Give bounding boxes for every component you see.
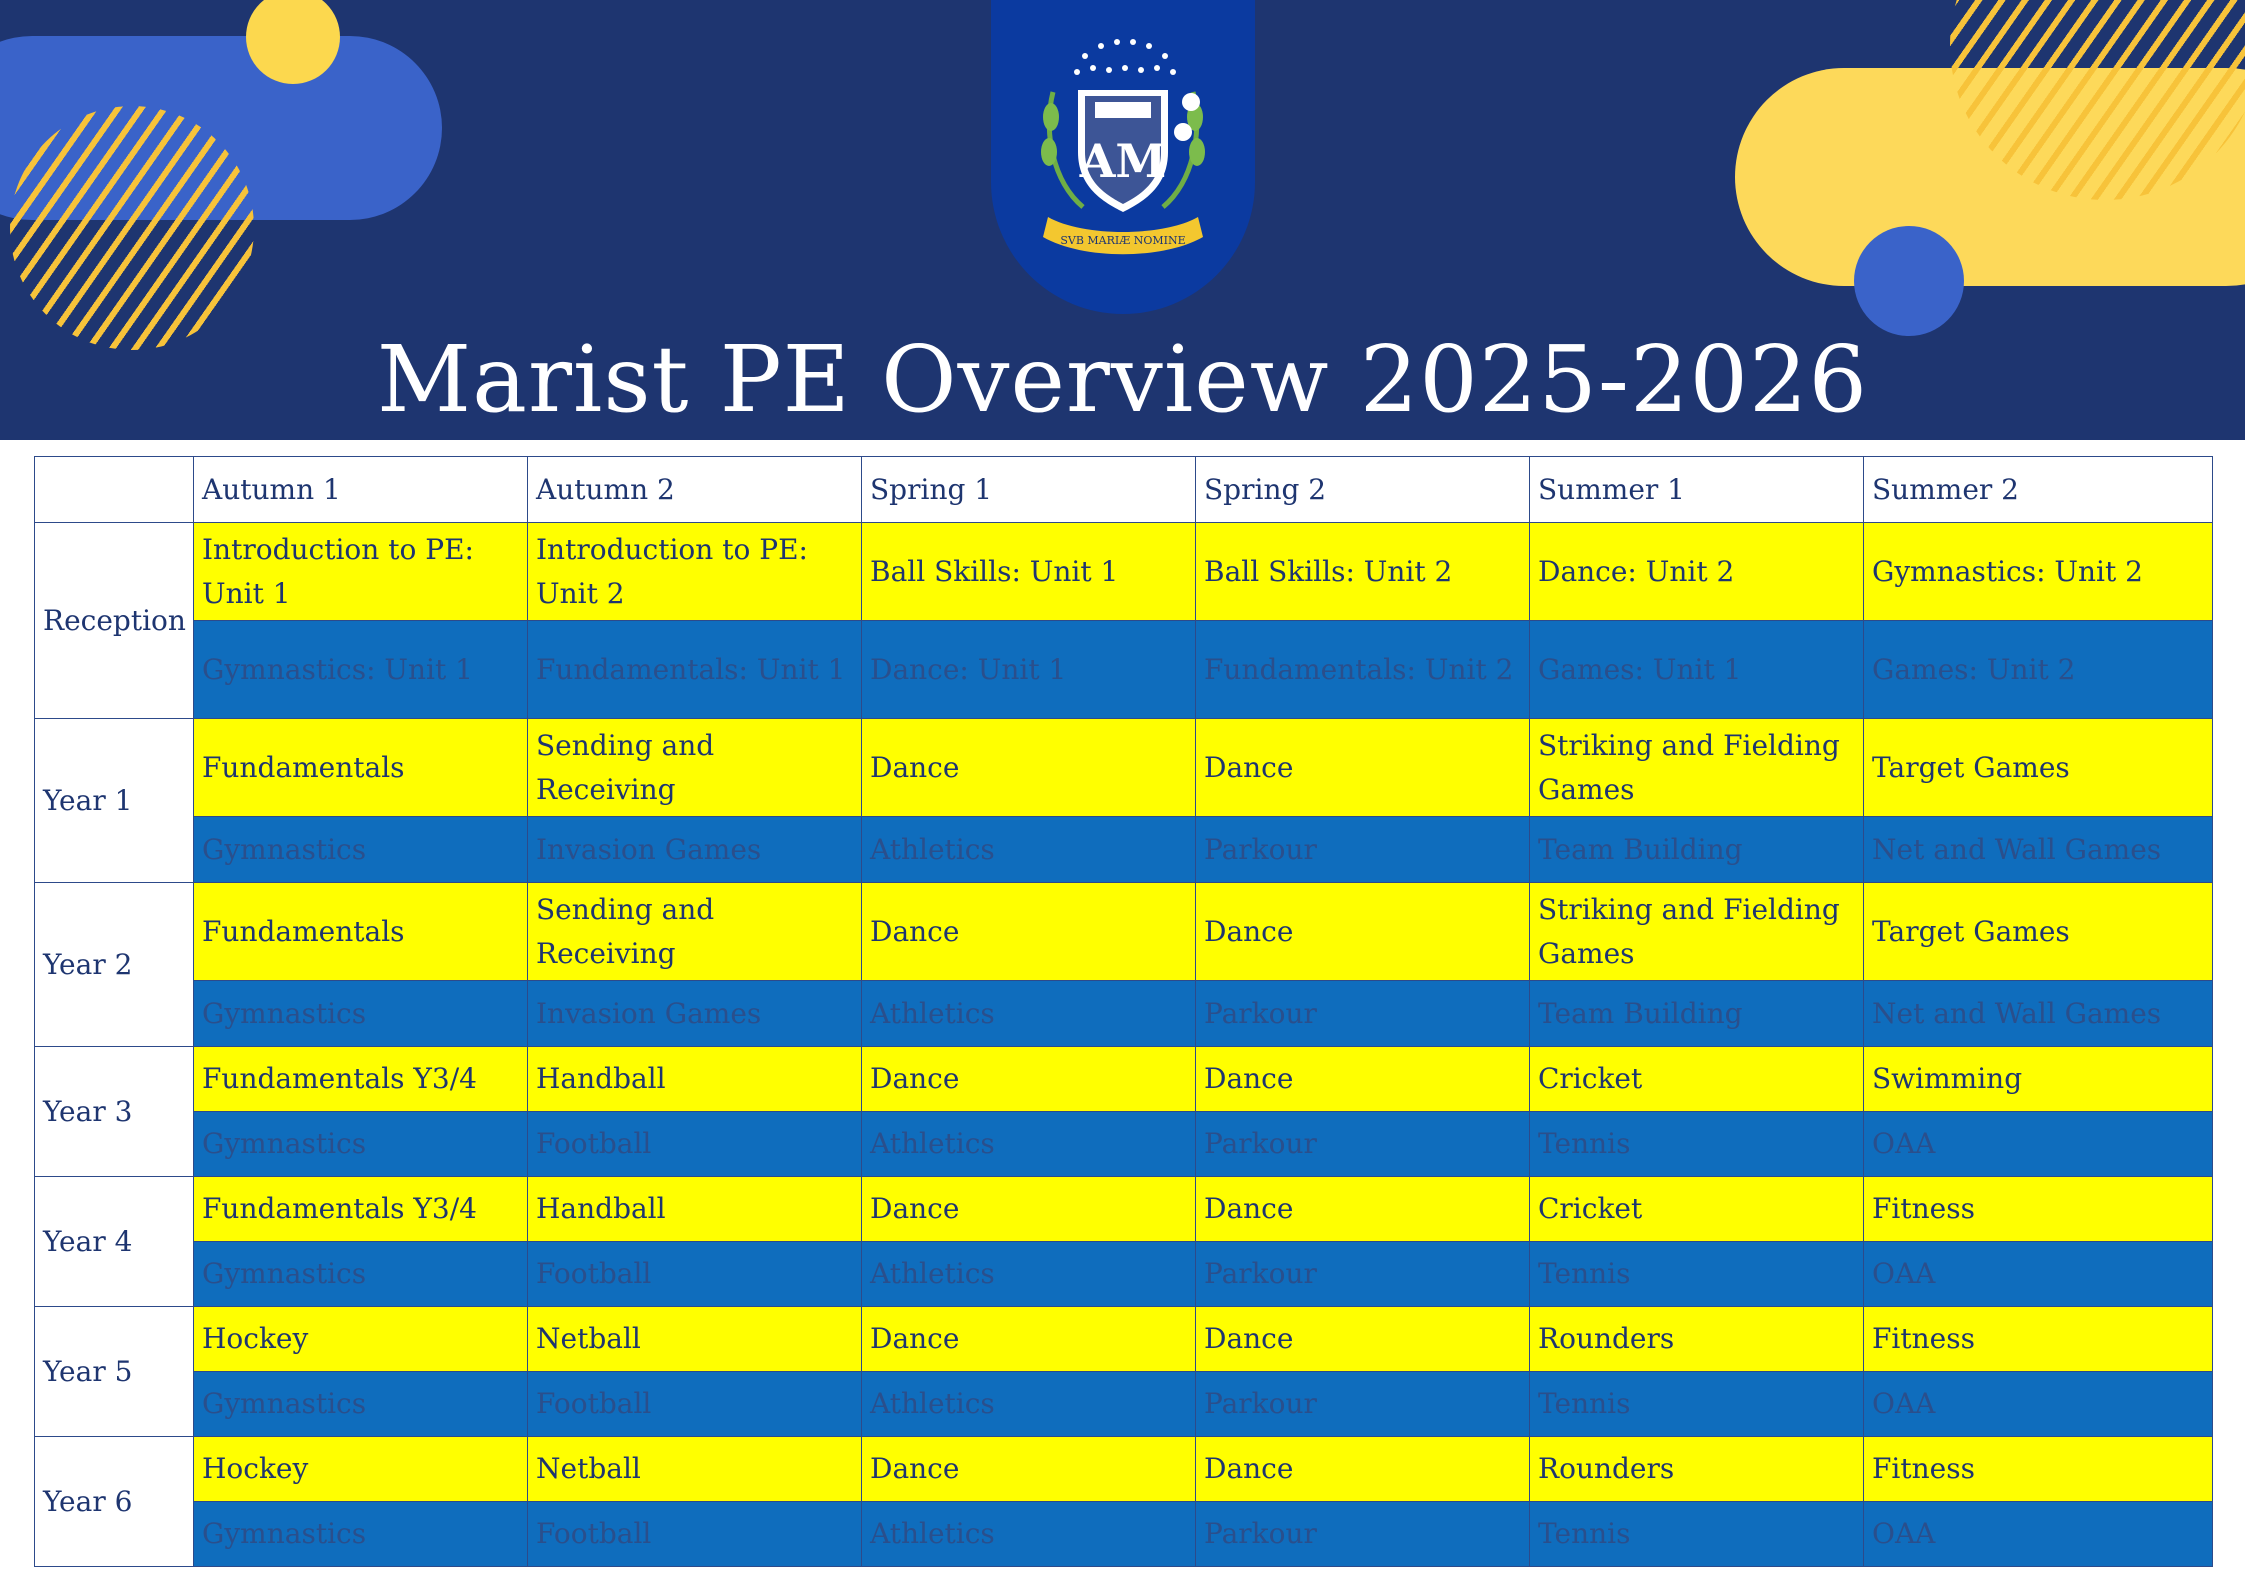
column-header-summer-1: Summer 1 [1530,457,1864,523]
year-label: Reception [35,523,194,719]
activity-cell-primary: Dance: Unit 2 [1530,523,1864,621]
header-banner [0,0,2245,440]
activity-cell-secondary: Invasion Games [528,817,862,883]
activity-cell-secondary: Tennis [1530,1372,1864,1437]
table-row [35,523,2213,621]
column-header-spring-2: Spring 2 [1196,457,1530,523]
activity-cell-primary: Hockey [194,1437,528,1502]
activity-cell-secondary: Gymnastics [194,981,528,1047]
activity-cell-primary: Dance [1196,883,1530,981]
activity-cell-secondary: Athletics [862,1372,1196,1437]
crest-motto: SVB MARIÆ NOMINE [1060,234,1186,247]
activity-cell-primary: Dance [1196,1177,1530,1242]
activity-cell-secondary: Parkour [1196,1242,1530,1307]
activity-cell-secondary: Team Building [1530,817,1864,883]
activity-cell-primary: Dance [862,1437,1196,1502]
activity-cell-secondary: Fundamentals: Unit 1 [528,621,862,719]
year-label: Year 6 [35,1437,194,1567]
activity-cell-secondary: Athletics [862,817,1196,883]
activity-cell-primary: Rounders [1530,1307,1864,1372]
activity-cell-primary: Ball Skills: Unit 2 [1196,523,1530,621]
header-row [35,457,2213,523]
year-label: Year 3 [35,1047,194,1177]
activity-cell-primary: Introduction to PE: Unit 1 [194,523,528,621]
year-label: Year 5 [35,1307,194,1437]
activity-cell-primary: Fundamentals Y3/4 [194,1047,528,1112]
activity-cell-primary: Dance [862,1177,1196,1242]
activity-cell-primary: Fitness [1864,1307,2213,1372]
activity-cell-primary: Sending and Receiving [528,719,862,817]
activity-cell-primary: Fitness [1864,1437,2213,1502]
year-label: Year 4 [35,1177,194,1307]
activity-cell-secondary: Parkour [1196,817,1530,883]
activity-cell-primary: Target Games [1864,719,2213,817]
activity-cell-secondary: Games: Unit 1 [1530,621,1864,719]
activity-cell-primary: Swimming [1864,1047,2213,1112]
school-crest-logo [1023,22,1223,262]
table-row [35,1047,2213,1112]
year-label: Year 1 [35,719,194,883]
activity-cell-primary: Cricket [1530,1047,1864,1112]
activity-cell-secondary: Games: Unit 2 [1864,621,2213,719]
activity-cell-secondary: OAA [1864,1242,2213,1307]
activity-cell-primary: Dance [862,719,1196,817]
activity-cell-primary: Dance [862,1047,1196,1112]
activity-cell-secondary: Parkour [1196,981,1530,1047]
activity-cell-secondary: Tennis [1530,1242,1864,1307]
activity-cell-primary: Dance [862,883,1196,981]
activity-cell-primary: Ball Skills: Unit 1 [862,523,1196,621]
activity-cell-primary: Striking and Fielding Games [1530,719,1864,817]
activity-cell-secondary: Football [528,1372,862,1437]
activity-cell-primary: Handball [528,1177,862,1242]
activity-cell-secondary: Athletics [862,1112,1196,1177]
activity-cell-secondary: Gymnastics: Unit 1 [194,621,528,719]
activity-cell-primary: Fitness [1864,1177,2213,1242]
table-row [35,1372,2213,1437]
activity-cell-primary: Dance [862,1307,1196,1372]
table-row [35,621,2213,719]
activity-cell-primary: Fundamentals [194,719,528,817]
activity-cell-secondary: Parkour [1196,1112,1530,1177]
column-header-spring-1: Spring 1 [862,457,1196,523]
activity-cell-secondary: Net and Wall Games [1864,981,2213,1047]
activity-cell-primary: Fundamentals Y3/4 [194,1177,528,1242]
activity-cell-secondary: Gymnastics [194,817,528,883]
activity-cell-secondary: Dance: Unit 1 [862,621,1196,719]
pe-overview-table [34,456,2213,1567]
activity-cell-secondary: Gymnastics [194,1372,528,1437]
table-row [35,1437,2213,1502]
activity-cell-secondary: OAA [1864,1502,2213,1567]
activity-cell-primary: Dance [1196,719,1530,817]
table-row [35,817,2213,883]
activity-cell-secondary: Parkour [1196,1372,1530,1437]
table-row [35,1307,2213,1372]
decorative-striped-circle-left [10,106,254,350]
activity-cell-primary: Target Games [1864,883,2213,981]
activity-cell-secondary: Athletics [862,1242,1196,1307]
table-row [35,883,2213,981]
activity-cell-secondary: Football [528,1242,862,1307]
table-row [35,1242,2213,1307]
activity-cell-secondary: Athletics [862,981,1196,1047]
activity-cell-primary: Dance [1196,1437,1530,1502]
table-row [35,981,2213,1047]
table-row [35,1177,2213,1242]
crest-monogram: AM [1079,134,1167,188]
activity-cell-primary: Introduction to PE: Unit 2 [528,523,862,621]
activity-cell-secondary: Tennis [1530,1112,1864,1177]
activity-cell-secondary: Football [528,1112,862,1177]
activity-cell-secondary: Parkour [1196,1502,1530,1567]
table-row [35,1502,2213,1567]
column-header-autumn-2: Autumn 2 [528,457,862,523]
activity-cell-primary: Striking and Fielding Games [1530,883,1864,981]
activity-cell-primary: Rounders [1530,1437,1864,1502]
activity-cell-secondary: Athletics [862,1502,1196,1567]
activity-cell-secondary: Gymnastics [194,1112,528,1177]
page-title: Marist PE Overview 2025-2026 [376,326,1869,433]
activity-cell-secondary: Football [528,1502,862,1567]
activity-cell-primary: Netball [528,1307,862,1372]
activity-cell-primary: Dance [1196,1307,1530,1372]
activity-cell-secondary: Gymnastics [194,1242,528,1307]
activity-cell-secondary: OAA [1864,1372,2213,1437]
table-body [35,523,2213,1567]
activity-cell-primary: Sending and Receiving [528,883,862,981]
decorative-circle-blue [1854,226,1964,336]
table-row [35,1112,2213,1177]
activity-cell-primary: Dance [1196,1047,1530,1112]
table-row [35,719,2213,817]
column-header-summer-2: Summer 2 [1864,457,2213,523]
activity-cell-primary: Handball [528,1047,862,1112]
activity-cell-secondary: Fundamentals: Unit 2 [1196,621,1530,719]
column-header-blank [35,457,194,523]
column-header-autumn-1: Autumn 1 [194,457,528,523]
activity-cell-secondary: Net and Wall Games [1864,817,2213,883]
activity-cell-secondary: Team Building [1530,981,1864,1047]
activity-cell-primary: Netball [528,1437,862,1502]
activity-cell-secondary: OAA [1864,1112,2213,1177]
activity-cell-primary: Hockey [194,1307,528,1372]
activity-cell-secondary: Tennis [1530,1502,1864,1567]
year-label: Year 2 [35,883,194,1047]
activity-cell-primary: Gymnastics: Unit 2 [1864,523,2213,621]
activity-cell-primary: Fundamentals [194,883,528,981]
activity-cell-secondary: Gymnastics [194,1502,528,1567]
activity-cell-primary: Cricket [1530,1177,1864,1242]
activity-cell-secondary: Invasion Games [528,981,862,1047]
